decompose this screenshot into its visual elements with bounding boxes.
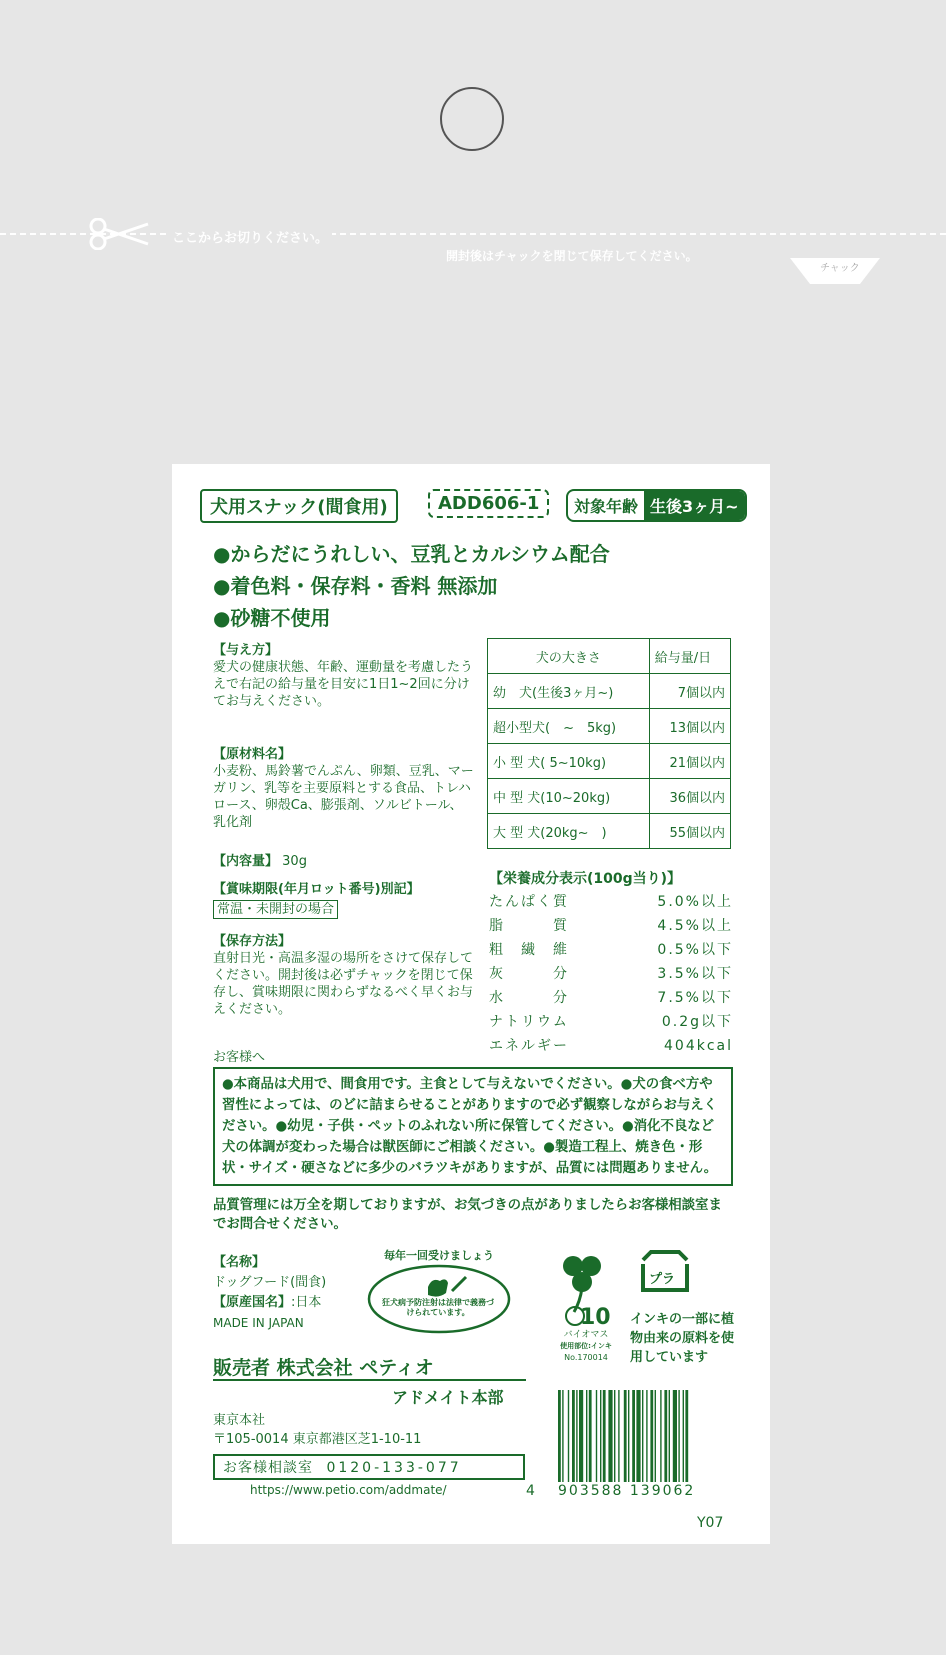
barcode-bar — [568, 1390, 569, 1482]
table-cell-amount: 55個以内 — [649, 814, 730, 849]
table-row — [488, 779, 731, 814]
nutrition-row — [489, 1010, 733, 1034]
nutrient-name: 灰 分 — [489, 966, 569, 982]
barcode-bar — [664, 1390, 667, 1482]
table-header-amount: 給与量/日 — [649, 639, 730, 674]
barcode-bar — [562, 1390, 563, 1482]
table-cell-amount: 36個以内 — [649, 779, 730, 814]
table-cell-amount: 21個以内 — [649, 744, 730, 779]
table-header-size: 犬の大きさ — [488, 639, 650, 674]
seller-name: 販売者 株式会社 ペティオ — [213, 1357, 434, 1379]
ink-note: インキの一部に植物由来の原料を使用しています — [630, 1312, 735, 1365]
biomass-id: No.170014 — [564, 1353, 608, 1362]
seal-instructions: 開封後はチャックを閉じて保存してください。 — [446, 249, 698, 263]
name-title: 【名称】 — [213, 1255, 266, 1270]
rabies-body: 狂犬病予防注射は法律で義務づけられています。 — [382, 1298, 494, 1317]
feeding-title: 【与え方】 — [213, 643, 279, 658]
phone-box — [213, 1454, 525, 1480]
barcode-bar — [636, 1390, 640, 1482]
expiry-note: 常温・未開封の場合 — [213, 900, 338, 919]
table-cell-size: 大 型 犬(20kg~ ) — [488, 814, 650, 849]
feature-1: ●からだにうれしい、豆乳とカルシウム配合 — [213, 542, 610, 566]
version-code: Y07 — [697, 1515, 724, 1531]
nutrition-row — [489, 938, 733, 962]
storage-section — [213, 933, 475, 1018]
nutrient-value: 0.5%以下 — [657, 942, 733, 958]
table-cell-size: 小 型 犬( 5~10kg) — [488, 744, 650, 779]
barcode — [556, 1390, 732, 1490]
feeding-amount-table — [487, 638, 731, 849]
barcode-bar — [632, 1390, 635, 1482]
ingredients-title: 【原材料名】 — [213, 747, 292, 762]
content-section — [213, 853, 475, 870]
target-age-badge — [566, 489, 747, 522]
nutrition-section — [489, 868, 733, 1058]
origin-value: :日本 — [291, 1295, 322, 1310]
content-value: 30g — [282, 854, 307, 869]
customer-title: お客様へ — [213, 1050, 266, 1065]
website-link[interactable]: https://www.petio.com/addmate/ — [250, 1483, 447, 1497]
expiry-title: 【賞味期限(年月ロット番号)別記】 — [213, 882, 420, 897]
origin-title: 【原産国名】 — [213, 1295, 292, 1310]
barcode-bar — [673, 1390, 677, 1482]
zipper-label: チャック — [820, 263, 860, 274]
nutrition-row — [489, 962, 733, 986]
phone-number: 0120-133-077 — [326, 1460, 462, 1476]
customer-notice: ●本商品は犬用で、間食用です。主食として与えないでください。●犬の食べ方や習性によっては、のどに詰まらせることがありますので必ず観察しながらお与えください。●幼児・子供・ペットのふれない所に保管してください。●消化不良など犬の体調が変わった場合は獣医師にご相談ください。●製造工程上、焼き色・形状・サイズ・硬さなどに多少のバラツキがありますが、品質には問題ありません。 — [213, 1067, 733, 1186]
table-cell-size: 超小型犬( ~ 5kg) — [488, 709, 650, 744]
nutrition-row — [489, 1034, 733, 1058]
product-type: 犬用スナック(間食用) — [200, 489, 398, 523]
expiry-section — [213, 881, 475, 919]
nutrient-value: 3.5%以下 — [657, 966, 733, 982]
table-cell-size: 幼 犬(生後3ヶ月~) — [488, 674, 650, 709]
nutrient-value: 404kcal — [664, 1038, 733, 1054]
barcode-digits: 903588 139062 — [558, 1483, 696, 1499]
feature-3: ●砂糖不使用 — [213, 606, 331, 630]
nutrient-name: 水 分 — [489, 990, 569, 1006]
recycle-mark-text: プラ — [649, 1272, 676, 1287]
nutrient-value: 5.0%以上 — [657, 894, 733, 910]
nutrition-row — [489, 914, 733, 938]
feeding-section — [213, 642, 475, 710]
barcode-bar — [614, 1390, 615, 1482]
table-row — [488, 674, 731, 709]
barcode-bar — [603, 1390, 606, 1482]
barcode-bar — [589, 1390, 592, 1482]
age-label: 対象年齢 — [574, 497, 639, 516]
barcode-bar — [655, 1390, 656, 1482]
barcode-bar — [628, 1390, 629, 1482]
nutrition-row — [489, 986, 733, 1010]
nutrient-name: たんぱく質 — [489, 894, 569, 910]
ingredients-body: 小麦粉、馬鈴薯でんぷん、卵類、豆乳、マーガリン、乳等を主要原料とする食品、トレハロース、卵殻Ca、膨張剤、ソルビトール、乳化剤 — [213, 764, 474, 830]
storage-title: 【保存方法】 — [213, 934, 292, 949]
table-row — [488, 814, 731, 849]
table-header-row — [488, 639, 731, 674]
biomass-label: バイオマス — [563, 1330, 609, 1340]
nutrient-value: 4.5%以上 — [657, 918, 733, 934]
barcode-bar — [608, 1390, 612, 1482]
barcode-bar — [576, 1390, 577, 1482]
barcode-bar — [685, 1390, 688, 1482]
nutrition-row — [489, 890, 733, 914]
barcode-bar — [572, 1390, 575, 1482]
cut-here-text: ここからお切りください。 — [168, 227, 332, 246]
made-in: MADE IN JAPAN — [213, 1316, 304, 1330]
barcode-bar — [596, 1390, 597, 1482]
biomass-text — [551, 1330, 621, 1363]
nutrient-name: 粗 繊 維 — [489, 942, 569, 958]
barcode-bar — [678, 1390, 679, 1482]
barcode-bar — [660, 1390, 661, 1482]
feature-2: ●着色料・保存料・香料 無添加 — [213, 574, 498, 598]
biomass-number: 10 — [580, 1305, 611, 1330]
table-row — [488, 744, 731, 779]
table-cell-amount: 13個以内 — [649, 709, 730, 744]
phone-label: お客様相談室 — [223, 1460, 313, 1476]
nutrient-value: 0.2g以下 — [661, 1014, 733, 1030]
quality-note: 品質管理には万全を期しておりますが、お気づきの点がありましたらお客様相談室までお問合せください。 — [213, 1198, 722, 1232]
office-name: 東京本社 — [213, 1413, 266, 1428]
barcode-bar — [558, 1390, 561, 1482]
storage-body: 直射日光・高温多湿の場所をさけて保存してください。開封後は必ずチャックを閉じて保存し、賞味期限に関わらずなるべく早くお与えください。 — [213, 951, 474, 1017]
seller-division: アドメイト本部 — [392, 1388, 504, 1407]
table-row — [488, 709, 731, 744]
scissors-icon — [88, 218, 158, 250]
barcode-lead-digit: 4 — [526, 1483, 535, 1499]
nutrient-value: 7.5%以下 — [657, 990, 733, 1006]
barcode-bar — [586, 1390, 587, 1482]
table-cell-size: 中 型 犬(10~20kg) — [488, 779, 650, 814]
rabies-top: 毎年一回受けましょう — [384, 1249, 494, 1262]
barcode-bar — [618, 1390, 619, 1482]
barcode-bar — [650, 1390, 653, 1482]
product-info — [213, 1253, 363, 1333]
age-value: 生後3ヶ月~ — [644, 491, 745, 520]
nutrient-name: エネルギー — [489, 1038, 569, 1054]
barcode-bar — [579, 1390, 583, 1482]
product-code: ADD606-1 — [428, 489, 549, 518]
barcode-bar — [669, 1390, 670, 1482]
barcode-bar — [683, 1390, 684, 1482]
table-cell-amount: 7個以内 — [649, 674, 730, 709]
name-value: ドッグフード(間食) — [213, 1275, 327, 1290]
nutrient-name: ナトリウム — [489, 1014, 569, 1030]
barcode-bar — [624, 1390, 627, 1482]
seller-divider — [213, 1379, 526, 1381]
barcode-bar — [600, 1390, 601, 1482]
barcode-bar — [642, 1390, 643, 1482]
feeding-body: 愛犬の健康状態、年齢、運動量を考慮したうえで右記の給与量を目安に1日1~2回に分けてお与えください。 — [213, 660, 474, 709]
zipper-arrow-icon — [790, 256, 880, 286]
content-title: 【内容量】 — [213, 854, 279, 869]
barcode-bar — [646, 1390, 647, 1482]
nutrient-name: 脂 質 — [489, 918, 569, 934]
office-address: 〒105-0014 東京都港区芝1-10-11 — [213, 1432, 422, 1447]
nutrition-title: 【栄養成分表示(100g当り)】 — [489, 871, 682, 887]
ingredients-section — [213, 746, 475, 831]
hang-hole — [440, 87, 504, 151]
biomass-sub: 使用部位:インキ — [560, 1342, 612, 1350]
